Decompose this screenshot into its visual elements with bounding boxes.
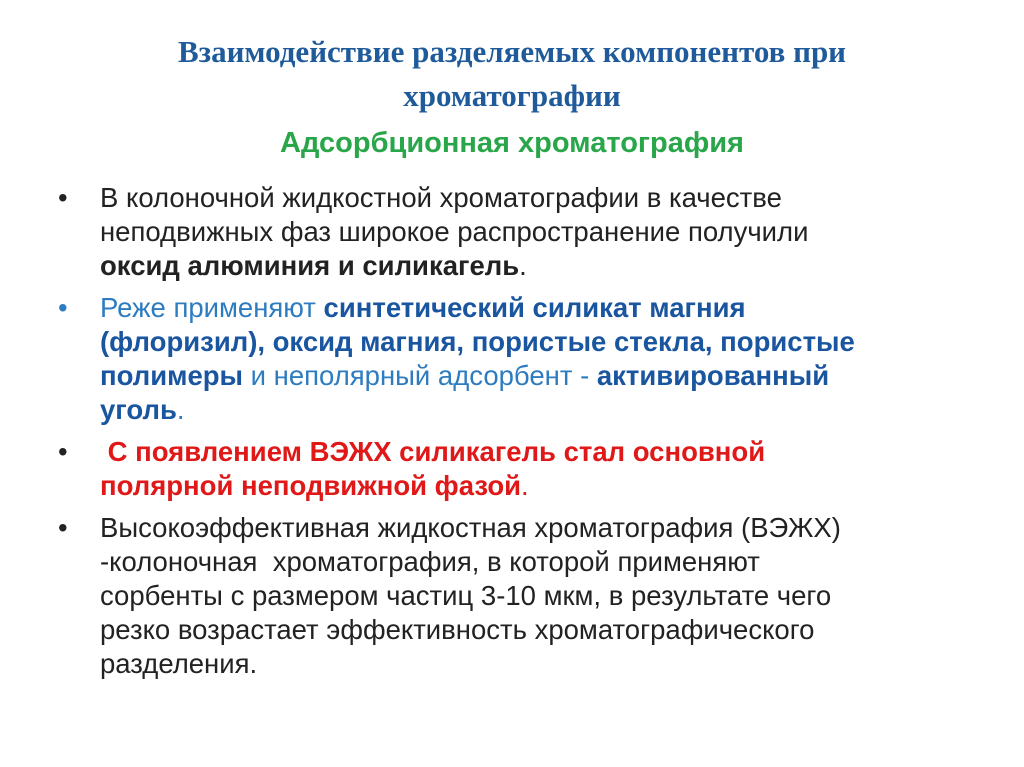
- bullet-3-end: .: [521, 470, 529, 501]
- bullet-marker: •: [58, 292, 68, 323]
- bullet-1-line-1: В колоночной жидкостной хроматографии в качестве: [100, 182, 782, 213]
- bullet-4-line-4: резко возрастает эффективность хроматографического: [100, 614, 815, 645]
- bullet-list: [58, 181, 978, 689]
- bullet-1-line-2: неподвижных фаз широкое распространение получили: [100, 216, 809, 247]
- bullet-2-bold-1-line-3: полимеры: [100, 360, 244, 391]
- bullet-3-line-2: полярной неподвижной фазой: [100, 470, 522, 501]
- bullet-item-2: [58, 291, 978, 427]
- bullet-1-end: .: [519, 250, 527, 281]
- slide-title: [40, 30, 984, 118]
- bullet-2-bold-1-line-2: (флоризил), оксид магния, пористые стекла, пористые: [100, 326, 855, 357]
- bullet-2-bold-1-line-1: синтетический силикат магния: [323, 292, 746, 323]
- bullet-marker: •: [58, 182, 68, 213]
- bullet-4-line-5: разделения.: [100, 648, 258, 679]
- title-line-2: хроматографии: [403, 78, 621, 113]
- bullet-2-text-2: и неполярный адсорбент -: [243, 360, 597, 391]
- bullet-marker: •: [58, 436, 68, 467]
- bullet-4-line-3: сорбенты с размером частиц 3-10 мкм, в результате чего: [100, 580, 832, 611]
- bullet-item-3: [58, 435, 978, 503]
- bullet-2-text-1: Реже применяют: [100, 292, 324, 323]
- bullet-2-end: .: [176, 394, 185, 425]
- title-line-1: Взаимодействие разделяемых компонентов при: [177, 34, 847, 69]
- bullet-item-4: [58, 511, 978, 681]
- bullet-1-bold: оксид алюминия и силикагель: [100, 250, 520, 281]
- bullet-2-bold-2-line-1: активированный: [596, 360, 830, 391]
- bullet-marker: •: [58, 512, 68, 543]
- slide-subtitle: Адсорбционная хроматография: [280, 127, 744, 159]
- bullet-4-line-2: -колоночная хроматография, в которой применяют: [100, 546, 760, 577]
- bullet-2-bold-2-line-2: уголь: [100, 394, 177, 425]
- bullet-item-1: [58, 181, 978, 283]
- bullet-3-line-1: С появлением ВЭЖХ силикагель стал основной: [107, 436, 766, 467]
- bullet-4-line-1: Высокоэффективная жидкостная хроматография (ВЭЖХ): [100, 512, 841, 543]
